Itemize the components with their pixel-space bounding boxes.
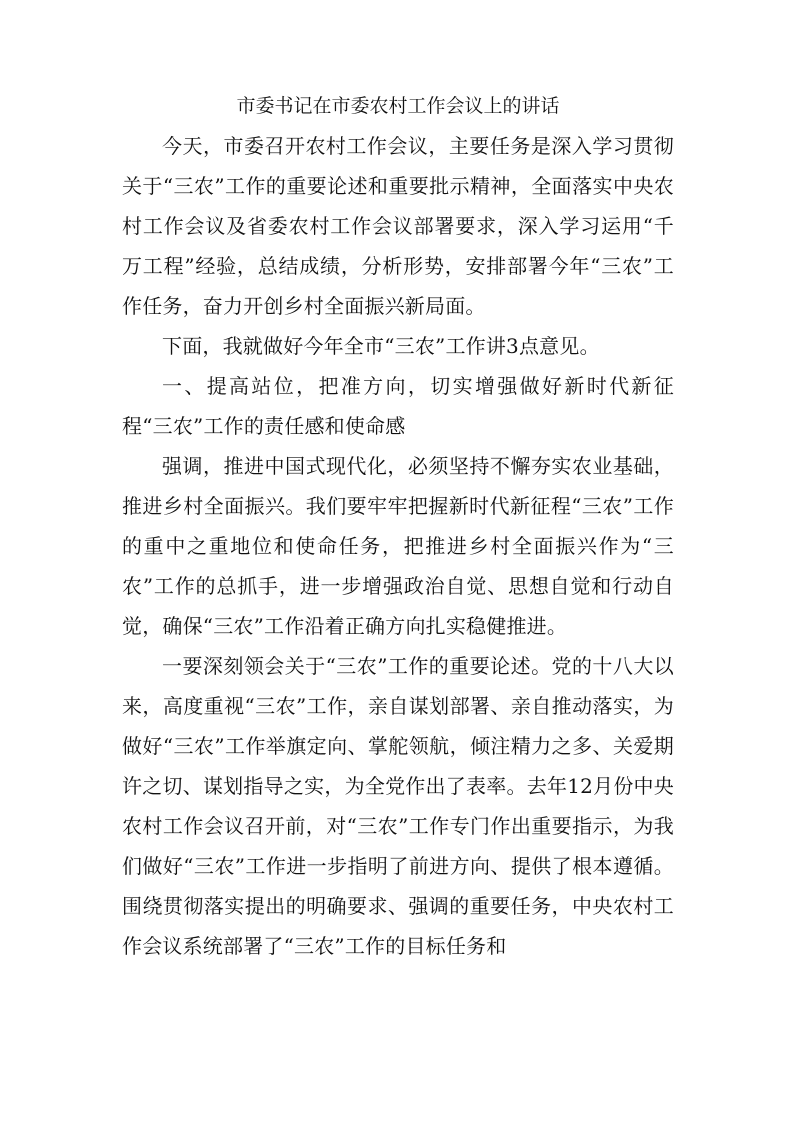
paragraph-intro: 今天，市委召开农村工作会议，主要任务是深入学习贯彻关于“三农”工作的重要论述和重要批示精神，全面落实中央农村工作会议及省委农村工作会议部署要求，深入学习运用“千万工程”经验，总结成绩，分析形势，安排部署今年“三农”工作任务，奋力开创乡村全面振兴新局面。 — [122, 134, 674, 318]
paragraph-point-1: 一要深刻领会关于“三农”工作的重要论述。党的十八大以来，高度重视“三农”工作，亲自谋划部署、亲自推动落实，为做好“三农”工作举旗定向、掌舵领航，倾注精力之多、关爱期许之切、谋划指导之实，为全党作出了表率。去年12月份中央农村工作会议召开前，对“三农”工作专门作出重要指示，为我们做好“三农”工作进一步指明了前进方向、提供了根本遵循。围绕贯彻落实提出的明确要求、强调的重要任务，中央农村工作会议系统部署了“三农”工作的目标任务和 — [122, 654, 674, 958]
document-title: 市委书记在市委农村工作会议上的讲话 — [236, 95, 560, 117]
paragraph-outline: 下面，我就做好今年全市“三农”工作讲3点意见。 — [162, 334, 600, 358]
document-body — [122, 86, 674, 966]
section-heading-1: 一、提高站位，把准方向，切实增强做好新时代新征程“三农”工作的责任感和使命感 — [122, 374, 674, 438]
paragraph-section-1: 强调，推进中国式现代化，必须坚持不懈夯实农业基础，推进乡村全面振兴。我们要牢牢把握新时代新征程“三农”工作的重中之重地位和使命任务，把推进乡村全面振兴作为“三农”工作的总抓手，进一步增强政治自觉、思想自觉和行动自觉，确保“三农”工作沿着正确方向扎实稳健推进。 — [122, 454, 674, 638]
